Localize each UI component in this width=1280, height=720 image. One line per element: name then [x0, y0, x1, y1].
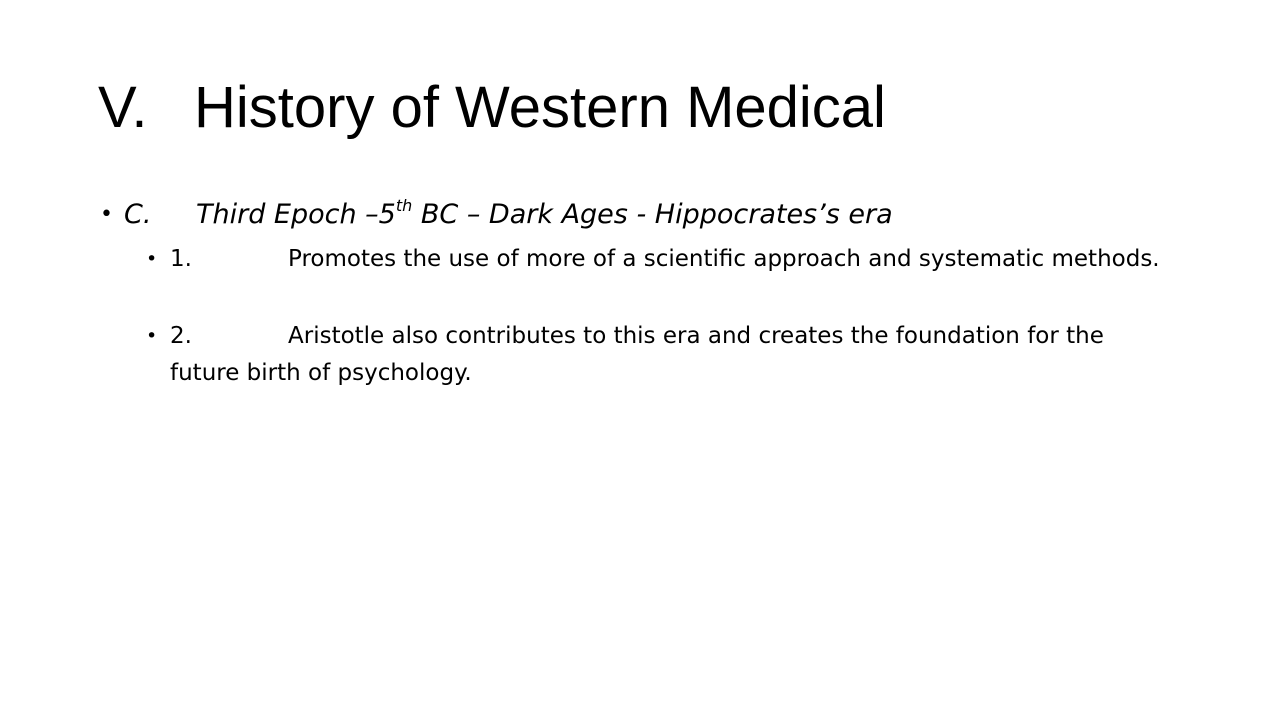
bullet-marker: • — [146, 248, 158, 270]
bullet-number: 2. — [170, 323, 192, 349]
bullet-level2-item-2 — [146, 318, 1180, 392]
bullet-level2-item-1 — [146, 241, 1180, 278]
slide-title — [98, 68, 886, 148]
bullet-marker: • — [146, 325, 158, 347]
bullet-number: C. — [124, 199, 152, 230]
bullet-marker: • — [100, 202, 113, 227]
ordinal-superscript: th — [395, 196, 413, 215]
bullet-number: 1. — [170, 246, 192, 272]
bullet-text: Promotes the use of more of a scientific approach and systematic methods. — [288, 246, 1160, 272]
bullet-level1-c — [100, 195, 893, 235]
title-number: V. — [98, 75, 148, 140]
bullet-text-part1: Third Epoch –5 — [196, 199, 396, 230]
title-text: History of Western Medical — [194, 75, 886, 140]
bullet-text-part2: BC – Dark Ages - Hippocrates’s era — [412, 199, 893, 230]
bullet-text: Aristotle also contributes to this era and creates the foundation for the future birth of psychology. — [170, 323, 1104, 386]
